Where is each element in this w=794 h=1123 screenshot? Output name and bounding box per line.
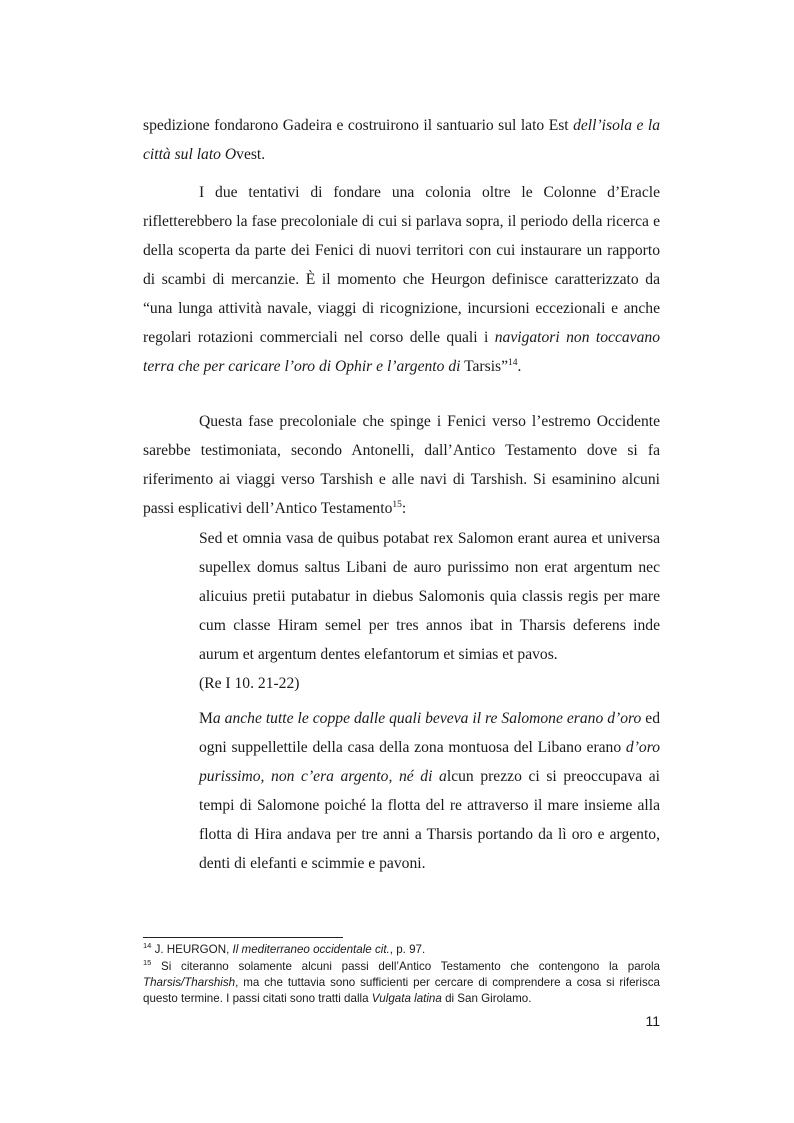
footnote-14: $^{14}$ J. HEURGON, Il mediterraneo occidentale cit., p. 97.: [143, 941, 426, 956]
page-number: 11: [645, 1013, 660, 1029]
paragraph-continuation: spedizione fondarono Gadeira e costruirono il santuario sul lato Est dell’isola e la città sul lato Ovest.: [143, 117, 660, 163]
footnote-15: $^{15}$ Si citeranno solamente alcuni passi dell’Antico Testamento che contengono la parola Tharsis/Tharshish, ma che tuttavia sono sufficienti per cercare di comprendere a cosa si riferisca questo termine. I passi citati sono tratti dalla Vulgata latina di San Girolamo.: [143, 958, 660, 1005]
quote-citation: (Re I 10. 21-22): [199, 675, 300, 692]
footnote-ref-14[interactable]: 14: [508, 357, 518, 368]
quote-latin: Sed et omnia vasa de quibus potabat rex Salomon erant aurea et universa supellex domus saltus Libani de auro purissimo non erat argentum nec alicuius pretii putabatur in diebus Salomonis quia classis regis per mare cum classe Hiram semel per tres annos ibat in Tharsis deferens inde aurum et argentum dentes elefantorum et simias et pavos. (Re I 10. 21-22): [199, 530, 660, 692]
quote-italian: Ma anche tutte le coppe dalle quali beveva il re Salomone erano d’oro ed ogni suppellettile della casa della zona montuosa del Libano erano d’oro purissimo, non c’era argento, né di alcun prezzo ci si preoccupava ai tempi di Salomone poiché la flotta del re attraverso il mare insieme alla flotta di Hira andava per tre anni a Tharsis portando da lì oro e argento, denti di elefanti e scimmie e pavoni.: [199, 710, 660, 872]
paragraph-colonne-eracle: I due tentativi di fondare una colonia oltre le Colonne d’Eracle rifletterebbero la fase precoloniale di cui si parlava sopra, il periodo della ricerca e della scoperta da parte dei Fenici di nuovi territori con cui instaurare un rapporto di scambi di mercanzie. È il momento che Heurgon definisce caratterizzato da “una lunga attività navale, viaggi di ricognizione, incursioni eccezionali e anche regolari rotazioni commerciali nel corso delle quali i navigatori non toccavano terra che per caricare l’oro di Ophir e l’argento di Tarsis”$^{14}$.: [143, 184, 660, 375]
paragraph-fase-precoloniale: Questa fase precoloniale che spinge i Fenici verso l’estremo Occidente sarebbe testimoniata, secondo Antonelli, dall’Antico Testamento dove si fa riferimento ai viaggi verso Tarshish e alle navi di Tarshish. Si esaminino alcuni passi esplicativi dell’Antico Testamento$^{15}$:: [143, 413, 660, 517]
footnote-ref-15[interactable]: 15: [392, 499, 402, 510]
footnote-separator: [143, 937, 343, 938]
